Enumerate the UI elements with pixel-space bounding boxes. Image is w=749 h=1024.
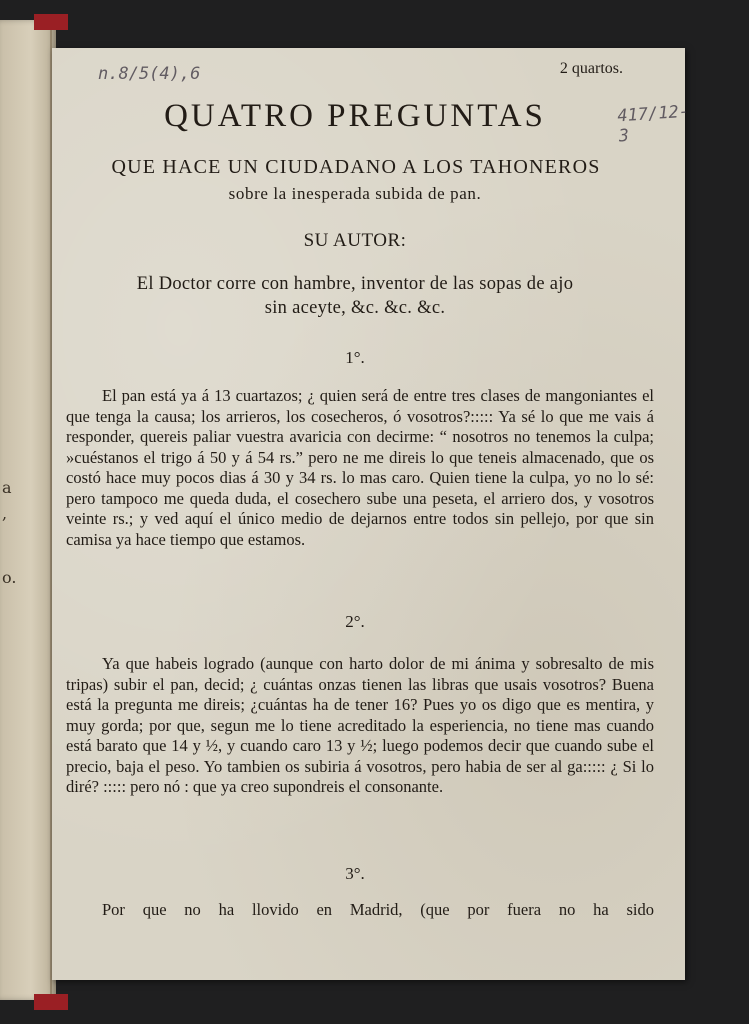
section-text-3: Por que no ha llovido en Madrid, (que por fuera no ha sido	[102, 900, 654, 919]
subtitle-line-2: sobre la inesperada subida de pan.	[228, 184, 482, 203]
section-paragraph-3	[66, 900, 654, 921]
subtitle-line-1: QUE HACE UN CIUDADANO A LOS TAHONEROS	[111, 156, 601, 178]
author-line-1: El Doctor corre con hambre, inventor de las sopas de ajo	[136, 274, 574, 294]
previous-page-edge	[0, 20, 56, 1000]
author-heading: SU AUTOR:	[303, 230, 407, 251]
section-paragraph-1	[66, 386, 654, 550]
binding-ribbon-top	[34, 14, 68, 30]
document-page	[52, 48, 690, 980]
handwritten-shelfmark: n.8/5(4),6	[98, 64, 201, 84]
section-number-3: 3°.	[345, 864, 365, 883]
binding-ribbon-bottom	[34, 994, 68, 1010]
section-number-1: 1°.	[345, 348, 365, 367]
section-text-2: Ya que habeis logrado (aunque con harto dolor de mi ánima y sobresalto de mis tripas) subir el pan, decid; ¿ cuántas onzas tienen las libras que usais vosotros? Buena está la pregunta me direis; ¿cuántas ha de tener 16? Pues yo os digo que es mentira, y muy gorda; por que, segun me lo tiene acreditado la esperiencia, no tiene mas cuando está barato que 14 y ½, y cuando caro 13 y ½; luego podemos decir que cuando sube el precio, baja el peso. Yo tambien os subiria á vosotros, pero habia de ser al ga::::: ¿ Si lo diré? ::::: pero nó : que ya creo supondreis el consonante.	[66, 654, 654, 796]
handwritten-catalog-number: 417/12-3	[616, 101, 690, 147]
author-line-2: sin aceyte, &c. &c. &c.	[264, 298, 446, 318]
section-text-1: El pan está ya á 13 cuartazos; ¿ quien será de entre tres clases de mangoniantes el que tenga la causa; los arrieros, los cosecheros, ó vosotros?::::: Ya sé lo que me vais á responder, quereis paliar vuestra avaricia con decirme: “ nosotros no tenemos la culpa; »cuéstanos el trigo á 50 y á 54 rs.” pero ne me direis lo que teneis almacenado, que os costó hace muy pocos dias á 30 y 34 rs. lo mas caro. Quien tiene la culpa, yo no lo sé: pero tampoco me queda duda, el cosechero sube una peseta, el arriero dos, y vosotros veinte rs.; y ved aquí el único medio de dejarnos entre todos sin pellejo, por que sin camisa ya hace tiempo que estamos.	[66, 386, 654, 549]
section-paragraph-2	[66, 654, 654, 798]
document-title: QUATRO PREGUNTAS	[164, 98, 546, 134]
previous-page-mark: a	[2, 478, 12, 497]
previous-page-mark: o.	[2, 568, 17, 587]
author-description	[62, 272, 648, 320]
section-number-2: 2°.	[345, 612, 365, 631]
previous-page-mark: ,	[2, 504, 8, 523]
price-label: 2 quartos.	[559, 60, 623, 77]
